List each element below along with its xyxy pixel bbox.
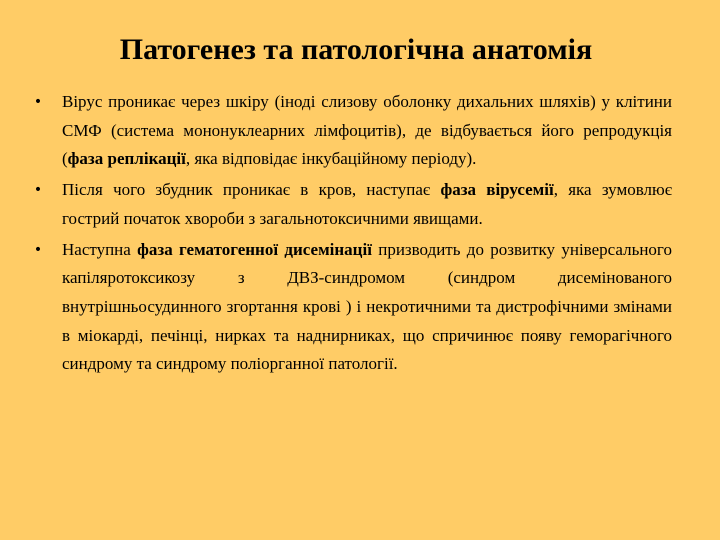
bullet-bold-term: фаза реплікації <box>67 149 186 169</box>
bullet-marker-icon: • <box>33 94 43 110</box>
bullet-text: Наступна <box>62 239 138 259</box>
bullet-marker-icon: • <box>33 241 43 258</box>
bullet-item <box>30 88 672 174</box>
bullet-text: , яка зумовлює гострий початок хвороби з загальнотоксичними явищами. <box>62 180 672 228</box>
bullet-bold-term: фаза вірусемії <box>440 180 554 200</box>
bullet-bold-term: фаза гематогенної дисемінації <box>137 239 372 259</box>
slide-title: Патогенез та патологічна анатомія <box>119 33 593 66</box>
bullet-text: призводить до розвитку універсального капіляротоксикозу з ДВЗ-синдромом (синдром дисемінованого внутрішньосудинного згортання крові ) і некротичними та дистрофічними змінами в міокарді, печінці, нирках та наднирниках, що спричинює появу геморагічного синдрому та синдрому поліорганної патології. <box>62 239 672 374</box>
bullet-item <box>30 236 672 380</box>
bullet-text: Вірус проникає через шкіру (іноді слизову оболонку дихальних шляхів) у клітини СМФ (система мононуклеарних лімфоцитів), де відбувається його репродукція ( <box>62 92 672 169</box>
bullet-item <box>30 176 672 233</box>
bullet-marker-icon: • <box>33 182 43 199</box>
bullet-list <box>30 88 672 381</box>
bullet-text: , яка відповідає інкубаційному періоду). <box>185 149 477 169</box>
bullet-text: Після чого збудник проникає в кров, наступає <box>62 180 441 200</box>
